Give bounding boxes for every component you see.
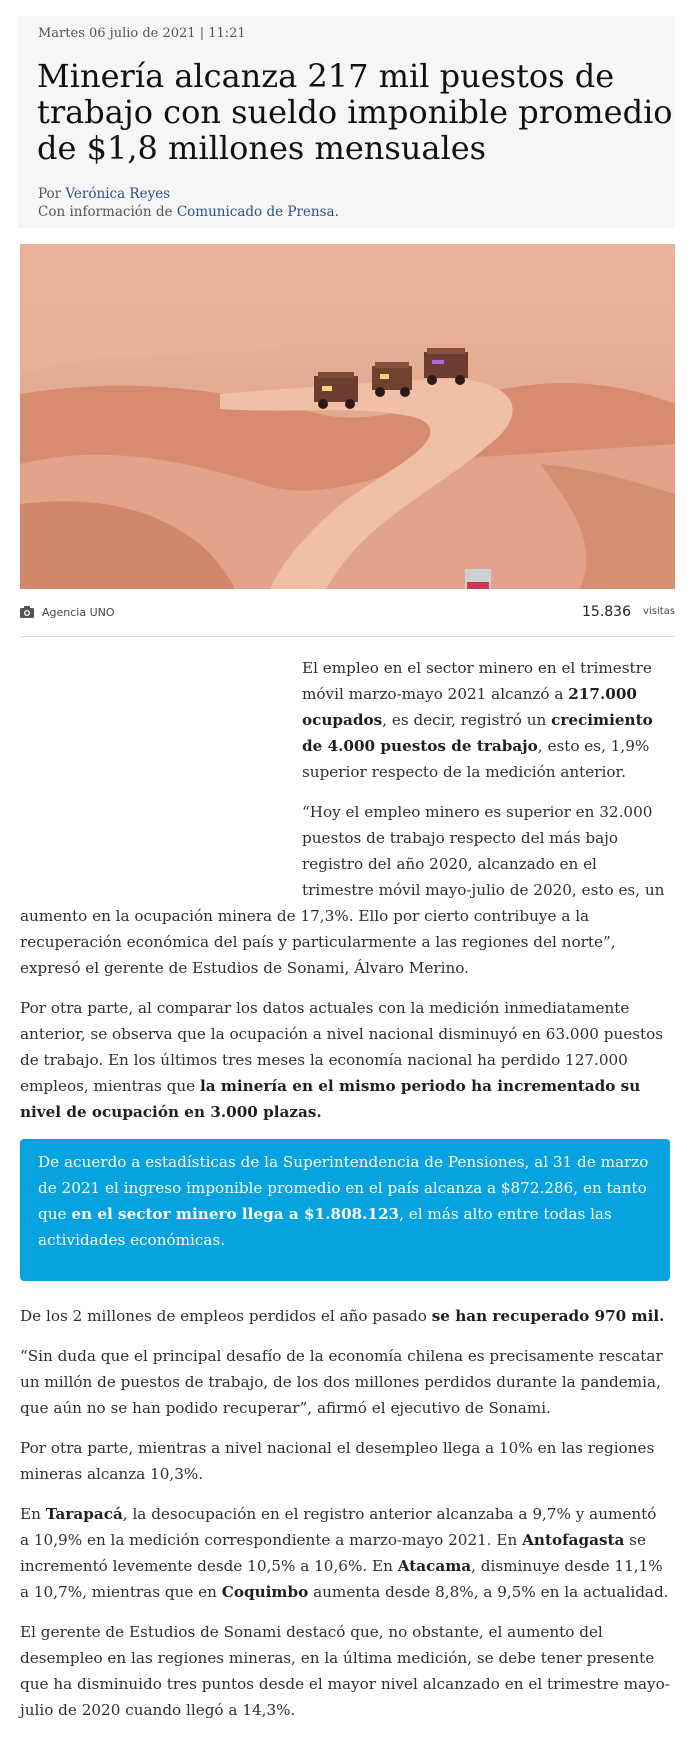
- highlight-text: De acuerdo a estadísticas de la Superintendencia de Pensiones, al 31 de marzo de 2021 el ingreso imponible promedio en el país alcanza a $872.286, en tanto que en el sector minero llega a $1.808.123, el más alto entre todas las actividades económicas.: [38, 1153, 649, 1249]
- paragraph-8: El gerente de Estudios de Sonami destacó que, no obstante, el aumento del desempleo en las regiones mineras, en la última medición, se debe tener presente que ha disminuido tres puntos desde el mayor nivel alcanzado en el trimestre mayo-julio de 2020 cuando llegó a 14,3%.: [20, 1623, 670, 1719]
- paragraph-4: De los 2 millones de empleos perdidos el año pasado se han recuperado 970 mil.: [20, 1307, 665, 1325]
- ad-placeholder: [20, 655, 302, 881]
- source-link[interactable]: Comunicado de Prensa.: [176, 204, 339, 220]
- visits-count: 15.836: [582, 604, 631, 620]
- photo-meta: [20, 600, 675, 637]
- article-photo: [20, 244, 675, 589]
- article-headline: Minería alcanza 217 mil puestos de trabajo con sueldo imponible promedio de $1,8 millones mensuales: [37, 57, 673, 167]
- article-body: [20, 655, 670, 1737]
- article-dateline: Martes 06 julio de 2021 | 11:21: [38, 26, 246, 41]
- paragraph-6: Por otra parte, mientras a nivel nacional el desempleo llega a 10% en las regiones mineras alcanza 10,3%.: [20, 1439, 655, 1483]
- mine-trucks-photo: [20, 244, 675, 589]
- paragraph-2: “Hoy el empleo minero es superior en 32.000 puestos de trabajo respecto del más bajo registro del año 2020, alcanzado en el trimestre móvil mayo-julio de 2020, esto es, un aumento en la ocupación minera de 17,3%. Ello por cierto contribuye a la recuperación económica del país y particularmente a las regiones del norte”, expresó el gerente de Estudios de Sonami, Álvaro Merino.: [20, 803, 665, 977]
- photo-credit: Agencia UNO: [42, 606, 115, 619]
- paragraph-7: En Tarapacá, la desocupación en el registro anterior alcanzaba a 9,7% y aumentó a 10,9% en la medición correspondiente a marzo-mayo 2021. En Antofagasta se incrementó levemente desde 10,5% a 10,6%. En Atacama, disminuye desde 11,1% a 10,7%, mientras que en Coquimbo aumenta desde 8,8%, a 9,5% en la actualidad.: [20, 1505, 669, 1601]
- highlight-box: [20, 1139, 670, 1281]
- author-link[interactable]: Verónica Reyes: [65, 186, 171, 202]
- visits-label: visitas: [643, 606, 675, 617]
- paragraph-1: El empleo en el sector minero en el trimestre móvil marzo-mayo 2021 alcanzó a 217.000 ocupados, es decir, registró un crecimiento de 4.000 puestos de trabajo, esto es, 1,9% superior respecto de la medición anterior.: [302, 659, 653, 781]
- paragraph-3: Por otra parte, al comparar los datos actuales con la medición inmediatamente anterior, se observa que la ocupación a nivel nacional disminuyó en 63.000 puestos de trabajo. En los últimos tres meses la economía nacional ha perdido 127.000 empleos, mientras que la minería en el mismo periodo ha incrementado su nivel de ocupación en 3.000 plazas.: [20, 999, 664, 1121]
- paragraph-5: “Sin duda que el principal desafío de la economía chilena es precisamente rescatar un millón de puestos de trabajo, de los dos millones perdidos durante la pandemia, que aún no se han podido recuperar”, afirmó el ejecutivo de Sonami.: [20, 1347, 663, 1417]
- source-prefix: Con información de: [38, 204, 173, 220]
- byline: [38, 185, 339, 221]
- camera-icon: [20, 606, 34, 618]
- byline-prefix: Por: [38, 186, 62, 202]
